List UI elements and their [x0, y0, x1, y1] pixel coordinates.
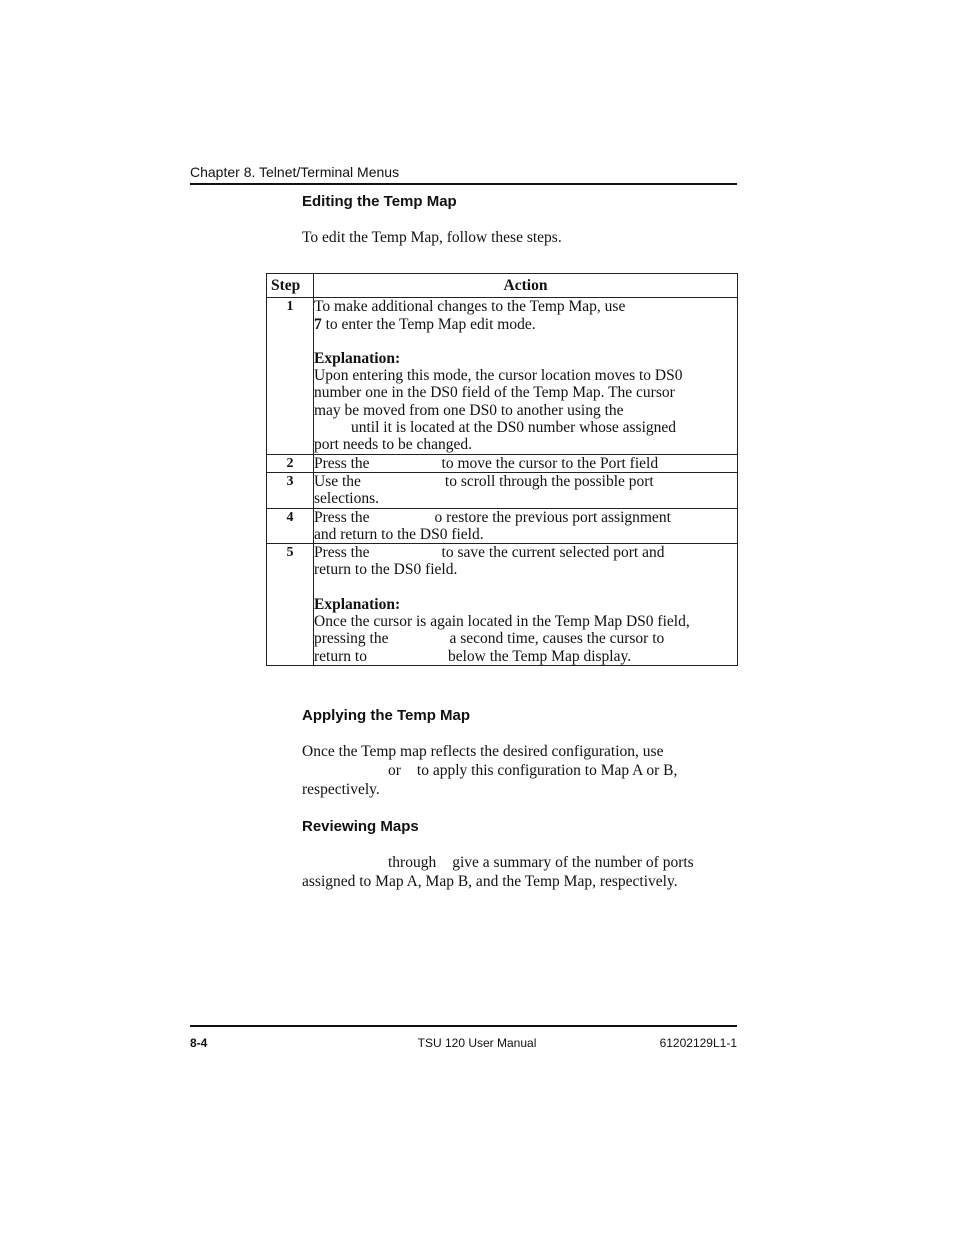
- step-number: 4: [267, 508, 314, 544]
- step-action: [314, 298, 738, 454]
- explanation-line: number one in the DS0 field of the Temp Map. The cursor: [314, 384, 675, 402]
- paragraph-text: give a summary of the number of ports: [452, 854, 694, 871]
- step-action: [314, 454, 738, 472]
- action-text: to scroll through the possible port: [444, 472, 654, 490]
- action-line: selections.: [314, 490, 379, 508]
- step-number: 3: [267, 472, 314, 508]
- running-head: Chapter 8. Telnet/Terminal Menus: [190, 164, 400, 180]
- table-row: [267, 472, 738, 508]
- action-text: Use the: [314, 472, 361, 490]
- column-header-step: Step: [267, 274, 314, 298]
- action-text: Press the: [314, 544, 370, 562]
- table-row: [267, 544, 738, 666]
- paragraph-text: through: [388, 854, 437, 871]
- step-action: [314, 472, 738, 508]
- explanation-label: Explanation:: [314, 349, 401, 367]
- steps-table: [266, 273, 738, 666]
- table-row: [267, 508, 738, 544]
- action-line: return to the DS0 field.: [314, 561, 458, 579]
- explanation-line: port needs to be changed.: [314, 436, 472, 454]
- action-text: Press the: [314, 508, 370, 526]
- paragraph-line: Once the Temp map reflects the desired configuration, use: [302, 743, 664, 760]
- action-line: and return to the DS0 field.: [314, 525, 484, 543]
- applying-paragraph: [302, 742, 742, 799]
- step-number: 5: [267, 544, 314, 666]
- explanation-text: return to: [314, 647, 367, 665]
- paragraph-text: to apply this configuration to Map A or B,: [416, 762, 678, 779]
- step-action: [314, 508, 738, 544]
- table-row: [267, 454, 738, 472]
- explanation-line: until it is located at the DS0 number whose assigned: [351, 419, 677, 437]
- table-header-row: [267, 274, 738, 298]
- action-text: to move the cursor to the Port field: [441, 454, 659, 472]
- action-line: To make additional changes to the Temp Map, use: [314, 298, 626, 316]
- footer-title: TSU 120 User Manual: [417, 1036, 537, 1050]
- action-text: to save the current selected port and: [441, 544, 665, 562]
- action-text: to enter the Temp Map edit mode.: [321, 315, 536, 333]
- action-text: o restore the previous port assignment: [434, 508, 671, 526]
- section-heading-applying: Applying the Temp Map: [302, 707, 471, 724]
- document-number: 61202129L1-1: [659, 1036, 737, 1050]
- paragraph-line: assigned to Map A, Map B, and the Temp Map, respectively.: [302, 873, 678, 890]
- paragraph-line: respectively.: [302, 781, 380, 798]
- header-rule: [190, 183, 737, 185]
- action-line: [314, 316, 737, 333]
- explanation-line: Once the cursor is again located in the Temp Map DS0 field,: [314, 613, 690, 631]
- paragraph-text: or: [388, 762, 401, 779]
- explanation-line: Upon entering this mode, the cursor location moves to DS0: [314, 367, 683, 385]
- footer-rule: [190, 1025, 737, 1027]
- step-action: [314, 544, 738, 666]
- section-heading-reviewing: Reviewing Maps: [302, 818, 419, 835]
- page-number: 8-4: [190, 1036, 208, 1050]
- explanation-line: may be moved from one DS0 to another using the: [314, 401, 624, 419]
- reviewing-paragraph: [302, 853, 742, 891]
- explanation-text: a second time, causes the cursor to: [449, 630, 665, 648]
- table-row: [267, 298, 738, 454]
- column-header-action: Action: [314, 274, 738, 298]
- section-heading-editing: Editing the Temp Map: [302, 193, 457, 210]
- action-text: Press the: [314, 454, 370, 472]
- key-label: 7: [314, 315, 322, 333]
- explanation-label: Explanation:: [314, 595, 401, 613]
- explanation-text: pressing the: [314, 630, 389, 648]
- editing-intro: To edit the Temp Map, follow these steps.: [302, 229, 562, 246]
- step-number: 2: [267, 454, 314, 472]
- step-number: 1: [267, 298, 314, 454]
- explanation-text: below the Temp Map display.: [447, 647, 632, 665]
